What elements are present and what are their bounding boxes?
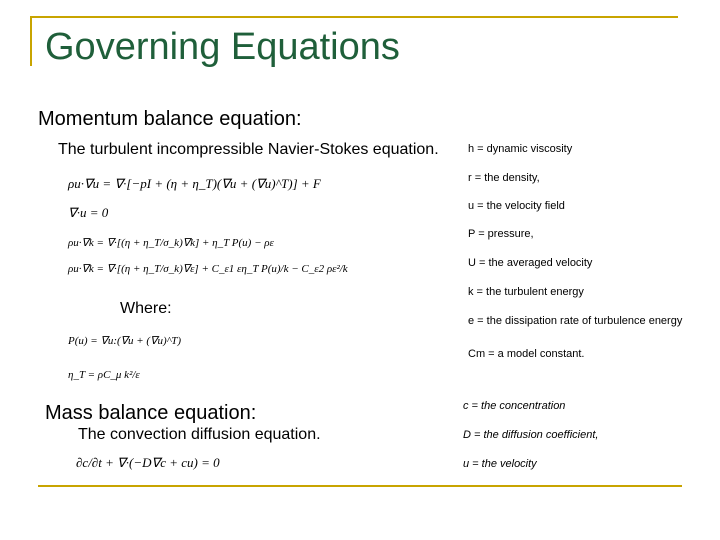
note-concentration: c = the concentration <box>463 400 566 412</box>
note-model-constant: Cm = a model constant. <box>468 348 585 360</box>
note-dissipation-rate: e = the dissipation rate of turbulence energy <box>468 315 683 327</box>
title-left-rule <box>30 16 32 66</box>
mass-subheading: The convection diffusion equation. <box>78 426 321 443</box>
momentum-heading: Momentum balance equation: <box>38 108 302 130</box>
note-pressure: P = pressure, <box>468 228 534 240</box>
continuity-equation: ∇·u = 0 <box>68 205 109 220</box>
bottom-rule <box>38 485 682 487</box>
momentum-subheading: The turbulent incompressible Navier-Stokes equation. <box>58 141 439 158</box>
navier-stokes-equation: ρu·∇u = ∇·[−pI + (η + η_T)(∇u + (∇u)^T)] + F <box>68 176 321 191</box>
note-turbulent-energy: k = the turbulent energy <box>468 286 584 298</box>
note-averaged-velocity: U = the averaged velocity <box>468 257 593 269</box>
title-top-rule <box>30 16 678 18</box>
where-label: Where: <box>120 300 172 317</box>
note-velocity: u = the velocity <box>463 458 537 470</box>
note-diffusion-coefficient: D = the diffusion coefficient, <box>463 429 599 441</box>
convection-diffusion-equation: ∂c/∂t + ∇·(−D∇c + cu) = 0 <box>76 455 220 470</box>
k-transport-equation: ρu·∇k = ∇·[(η + η_T/σ_k)∇k] + η_T P(u) − ρε <box>68 237 274 249</box>
epsilon-transport-equation: ρu·∇k = ∇·[(η + η_T/σ_k)∇ε] + C_ε1 εη_T P(u)/k − C_ε2 ρε²/k <box>68 263 348 275</box>
note-velocity-field: u = the velocity field <box>468 200 565 212</box>
note-density: r = the density, <box>468 172 540 184</box>
mass-heading: Mass balance equation: <box>45 402 257 424</box>
slide-title: Governing Equations <box>45 26 400 68</box>
turbulent-viscosity-equation: η_T = ρC_μ k²/ε <box>68 369 140 381</box>
production-term-equation: P(u) = ∇u:(∇u + (∇u)^T) <box>68 335 182 347</box>
note-dynamic-viscosity: h = dynamic viscosity <box>468 143 573 155</box>
